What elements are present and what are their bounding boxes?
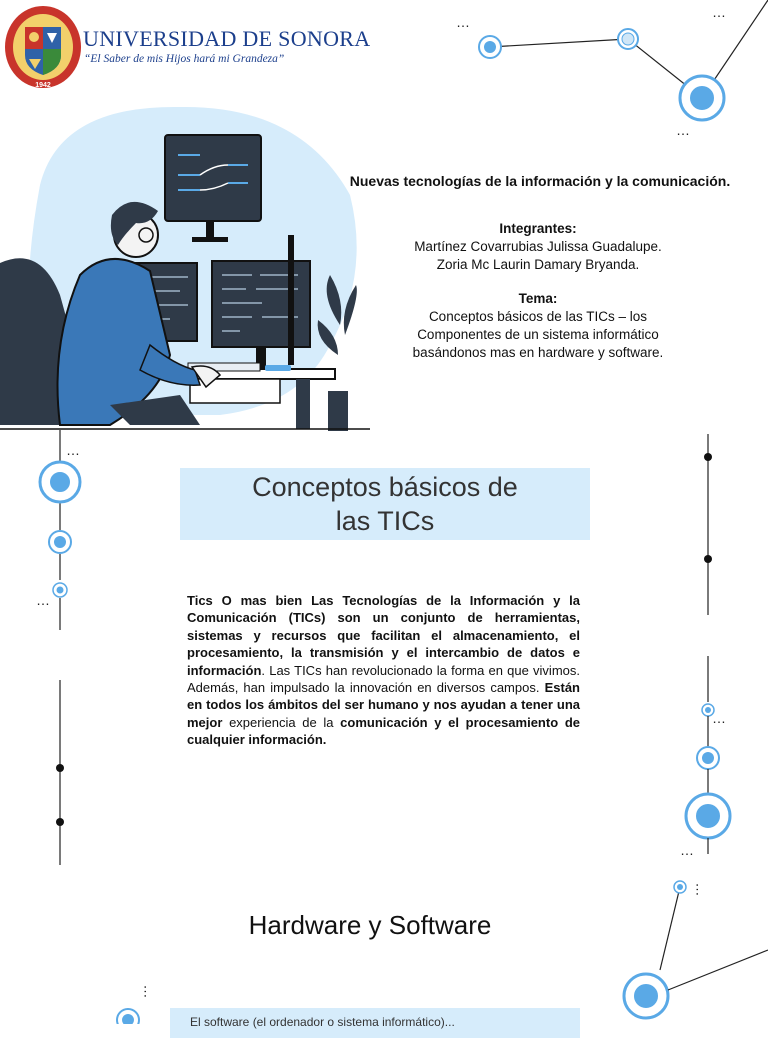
document-title: Nuevas tecnologías de la información y la comunicación.: [349, 173, 731, 189]
paragraph-run: experiencia de la: [222, 714, 341, 730]
topic-line: Componentes de un sistema informático: [417, 327, 659, 342]
topic-block: [370, 290, 706, 362]
ellipsis-5: …: [36, 592, 51, 608]
ellipsis-6: …: [712, 710, 727, 726]
university-seal-logo: [3, 3, 83, 91]
section-title-line: las TICs: [335, 506, 435, 536]
paragraph-run: . Las TICs han revolucionado la forma en que vivimos. Además, han impulsado la innovación en diversos campos.: [187, 662, 580, 696]
tics-paragraph: [187, 592, 580, 749]
ellipsis-2: …: [712, 4, 727, 20]
network-decoration-left: [30, 430, 90, 870]
topic-line: basándonos mas en hardware y software.: [412, 345, 664, 360]
person-computer-illustration: [0, 95, 380, 435]
ellipsis-4: …: [66, 442, 81, 458]
paragraph-run: Tics O mas bien Las Tecnologías de la Información y la Comunicación (TICs) son un conjunto de herramientas, sistemas y recursos que facilitan el almacenamiento, el procesamiento, la transmisión y el intercambio de datos e información: [187, 593, 580, 678]
section-title-hardware-software: Hardware y Software: [248, 910, 492, 940]
seal-year: 1942: [35, 82, 51, 89]
ellipsis-8: …: [693, 882, 710, 898]
member-name: Martínez Covarrubias Julissa Guadalupe.: [414, 239, 662, 254]
paragraph-run: Están en todos los ámbitos del ser humano y nos ayudan a tener una mejor: [187, 680, 580, 730]
member-name: Zoria Mc Laurin Damary Bryanda.: [436, 257, 640, 272]
topic-heading: Tema:: [518, 291, 558, 306]
ellipsis-1: …: [456, 14, 471, 30]
network-node-bottom-left: [114, 1006, 142, 1024]
members-block: [370, 220, 706, 274]
ellipsis-9: …: [141, 984, 158, 1000]
section-title-tics: [180, 470, 590, 538]
paragraph-run: comunicación y el procesamiento de cualquier información.: [187, 714, 580, 748]
topic-line: Conceptos básicos de las TICs – los: [428, 309, 648, 324]
network-decoration-top: [440, 0, 768, 150]
bottom-box-text: El software (el ordenador o sistema informático)...: [190, 1015, 455, 1029]
network-decoration-right: [620, 430, 768, 1024]
university-motto: “El Saber de mis Hijos hará mi Grandeza”: [84, 53, 285, 65]
ellipsis-7: …: [680, 842, 695, 858]
ellipsis-3: …: [676, 122, 691, 138]
university-name: UNIVERSIDAD DE SONORA: [83, 26, 371, 51]
members-heading: Integrantes:: [499, 221, 577, 236]
section-title-line: Conceptos básicos de: [252, 472, 518, 502]
